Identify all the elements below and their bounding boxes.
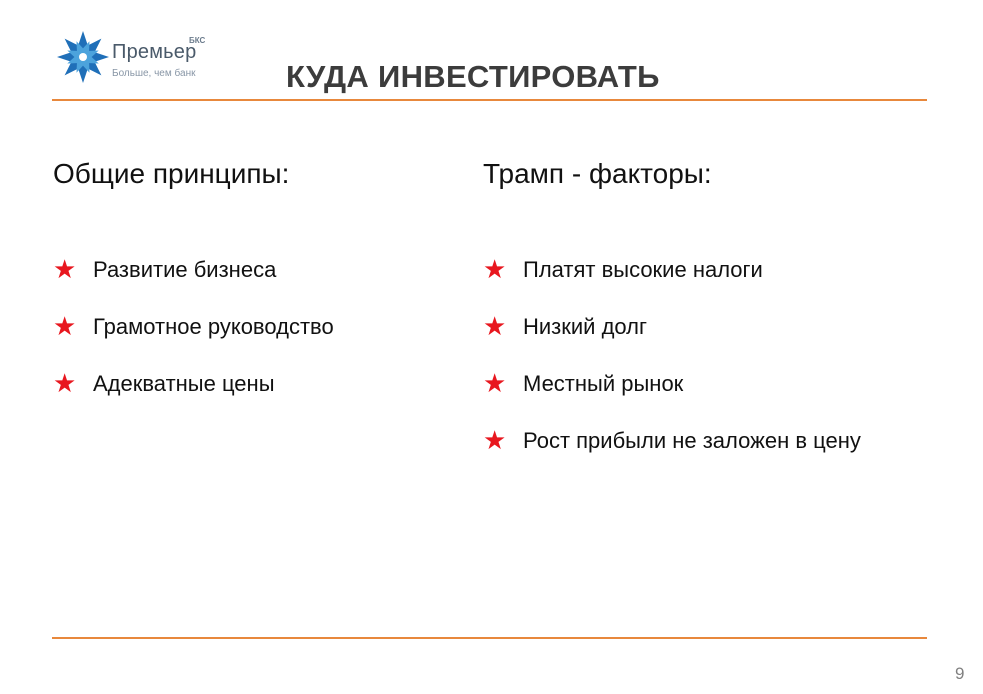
star-icon: ★ (483, 368, 507, 398)
star-icon: ★ (483, 311, 507, 341)
right-bullet-list (483, 255, 863, 483)
list-item-text: Местный рынок (523, 371, 684, 396)
left-column (53, 158, 453, 398)
list-item-text: Грамотное руководство (93, 314, 334, 339)
right-column (483, 158, 883, 455)
list-item (483, 369, 863, 399)
list-item-text: Платят высокие налоги (523, 257, 763, 282)
brand-tagline: Больше, чем банк (112, 68, 196, 79)
right-column-heading: Трамп - факторы: (483, 158, 712, 189)
top-divider (52, 99, 927, 101)
page-number: 9 (955, 664, 965, 683)
left-column-heading: Общие принципы: (53, 158, 290, 189)
list-item (483, 426, 863, 456)
brand-superscript: БКС (189, 36, 206, 45)
list-item-text: Адекватные цены (93, 371, 275, 396)
list-item (53, 312, 453, 342)
list-item-text: Низкий долг (523, 314, 648, 339)
left-bullet-list (53, 255, 453, 426)
list-item (483, 312, 863, 342)
snowflake-star-logo-icon (56, 30, 110, 84)
star-icon: ★ (483, 425, 507, 455)
star-icon: ★ (53, 254, 77, 284)
star-icon: ★ (53, 368, 77, 398)
brand-name: Премьер (112, 41, 197, 63)
list-item-text: Рост прибыли не заложен в цену (523, 428, 861, 453)
list-item (483, 255, 863, 285)
list-item (53, 255, 453, 285)
star-icon: ★ (483, 254, 507, 284)
star-icon: ★ (53, 311, 77, 341)
bottom-divider (52, 637, 927, 639)
brand-logo (56, 30, 216, 84)
list-item (53, 369, 453, 399)
slide-title: КУДА ИНВЕСТИРОВАТЬ (286, 58, 660, 94)
list-item-text: Развитие бизнеса (93, 257, 277, 282)
